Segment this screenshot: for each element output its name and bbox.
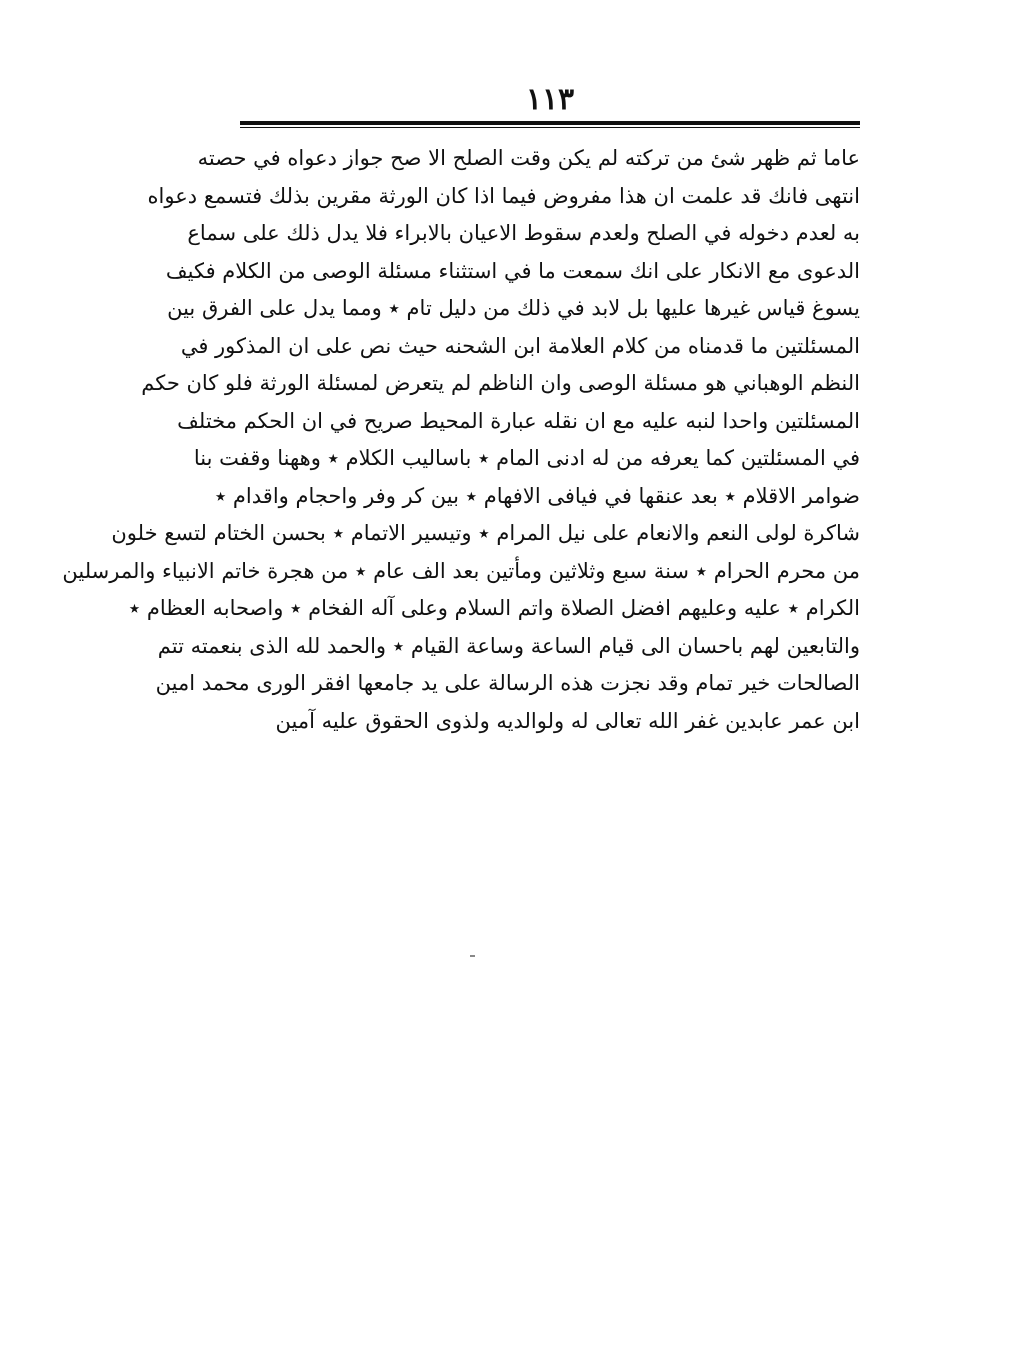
- text-line: الصالحات خير تمام وقد نجزت هذه الرسالة على يد جامعها افقر الورى محمد امين: [155, 671, 860, 695]
- text-line: من محرم الحرام ٭ سنة سبع وثلاثين ومأتين بعد الف عام ٭ من هجرة خاتم الانبياء والمرسلين: [62, 558, 860, 583]
- text-line-closing: ابن عمر عابدين غفر الله تعالى له ولوالديه ولذوى الحقوق عليه آمين: [275, 708, 860, 733]
- text-line: المسئلتين واحدا لنبه عليه مع ان نقله عبارة المحيط صريح في ان الحكم مختلف: [177, 408, 860, 433]
- header-rule: [240, 121, 860, 128]
- text-line: يسوغ قياس غيرها عليها بل لابد في ذلك من دليل تام ٭ ومما يدل على الفرق بين: [167, 296, 860, 320]
- text-line: ضوامر الاقلام ٭ بعد عنقها في فيافى الافهام ٭ بين كر وفر واحجام واقدام ٭: [214, 483, 860, 508]
- text-line: النظم الوهباني هو مسئلة الوصى وان الناظم لم يتعرض لمسئلة الورثة فلو كان حكم: [141, 371, 860, 395]
- text-line: الدعوى مع الانكار على انك سمعت ما في استثناء مسئلة الوصى من الكلام فكيف: [165, 258, 860, 283]
- text-line: شاكرة لولى النعم والانعام على نيل المرام ٭ وتيسير الاتمام ٭ بحسن الختام لتسع خلون: [111, 521, 860, 545]
- text-line: المسئلتين ما قدمناه من كلام العلامة ابن الشحنه حيث نص على ان المذكور في: [180, 333, 860, 358]
- text-line: عاما ثم ظهر شئ من تركته لم يكن وقت الصلح الا صح جواز دعواه في حصته: [197, 146, 860, 170]
- stray-mark: [470, 955, 475, 957]
- body-text: [62, 140, 860, 740]
- text-line: به لعدم دخوله في الصلح ولعدم سقوط الاعيان بالابراء فلا يدل ذلك على سماع: [187, 221, 860, 245]
- text-line: والتابعين لهم باحسان الى قيام الساعة وساعة القيام ٭ والحمد لله الذى بنعمته تتم: [157, 633, 860, 658]
- text-line: في المسئلتين كما يعرفه من له ادنى المام ٭ باساليب الكلام ٭ وههنا وقفت بنا: [193, 446, 860, 470]
- text-line: انتهى فانك قد علمت ان هذا مفروض فيما اذا كان الورثة مقرين بذلك فتسمع دعواه: [147, 183, 860, 208]
- page-number: ١١٣: [525, 82, 575, 117]
- text-line: الكرام ٭ عليه وعليهم افضل الصلاة واتم السلام وعلى آله الفخام ٭ واصحابه العظام ٭: [128, 596, 860, 620]
